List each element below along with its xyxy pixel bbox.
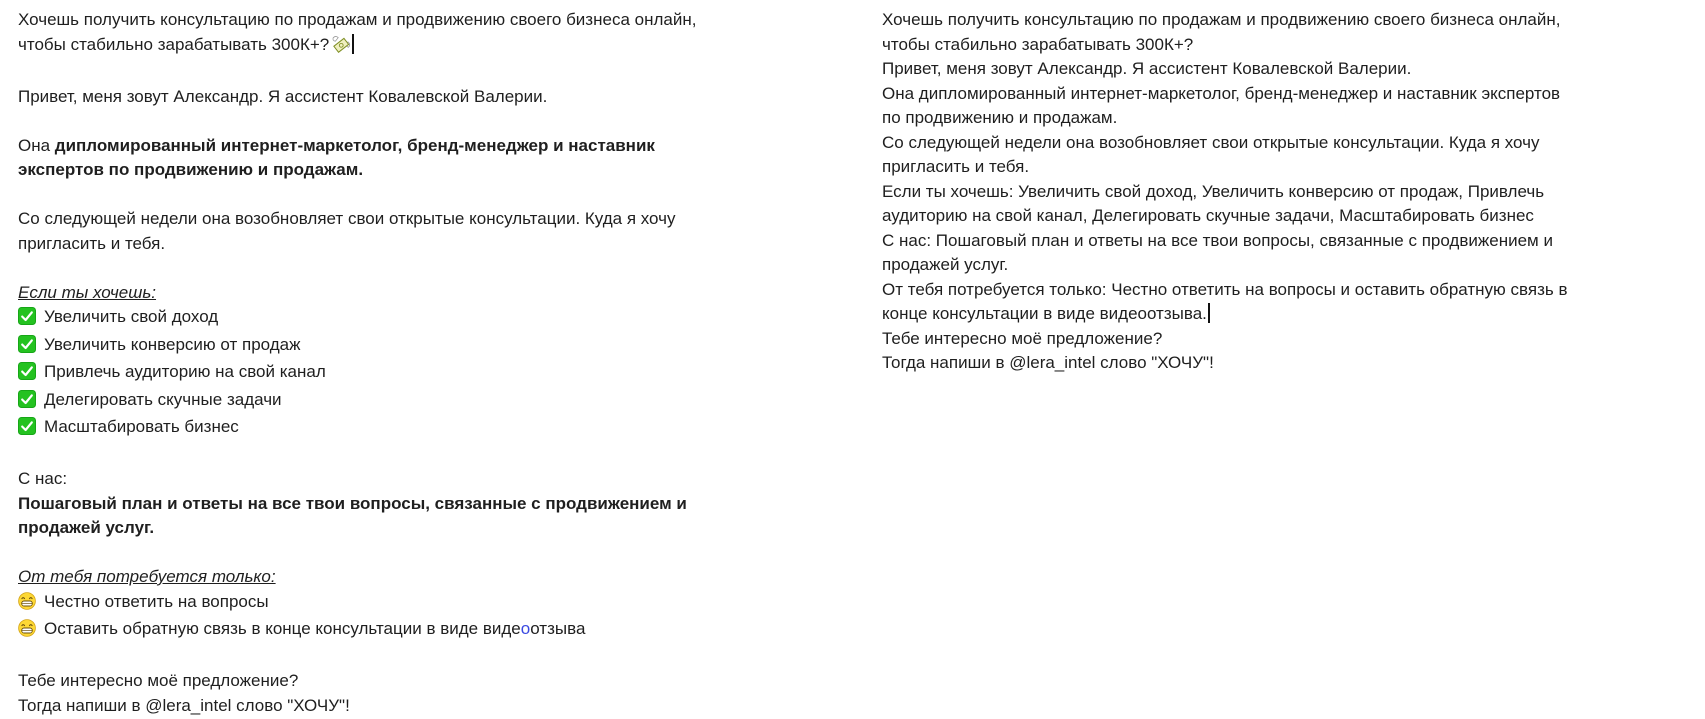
line-text: Если ты хочешь: Увеличить свой доход, Увеличить конверсию от продаж, Привлечь xyxy=(882,181,1545,201)
line-text: Тебе интересно моё предложение? xyxy=(882,328,1163,348)
check-icon xyxy=(18,390,36,416)
checklist-item[interactable] xyxy=(18,333,778,361)
schedule-text: пригласить и тебя. xyxy=(18,233,166,253)
line-text: Привет, меня зовут Александр. Я ассистент Ковалевской Валерии. xyxy=(882,59,1412,78)
checklist-item-text: Привлечь аудиторию на свой канал xyxy=(44,362,326,381)
checklist-item[interactable] xyxy=(18,360,778,388)
from-us-bold-run: Пошаговый план и ответы на все твои вопросы, связанные с продвижением и xyxy=(18,493,687,513)
line-text: Тогда напиши в @lera_intel слово "ХОЧУ"! xyxy=(882,353,1214,372)
line-text: аудиторию на свой канал, Делегировать скучные задачи, Масштабировать бизнес xyxy=(882,206,1534,225)
line-text: продажей услуг. xyxy=(882,255,1009,274)
intro-text: Хочешь получить консультацию по продажам и продвижению своего бизнеса онлайн, xyxy=(18,10,697,29)
line-text: пригласить и тебя. xyxy=(882,157,1030,176)
text-line[interactable] xyxy=(882,327,1672,352)
emoji-list-item[interactable] xyxy=(18,590,778,618)
text-line[interactable] xyxy=(882,180,1672,205)
wants-heading: Если ты хочешь: xyxy=(18,282,157,302)
text-caret xyxy=(1208,303,1210,323)
text-line[interactable] xyxy=(18,134,778,159)
checklist-item[interactable] xyxy=(18,305,778,333)
text-line[interactable] xyxy=(882,155,1672,180)
line-text: С нас: Пошаговый план и ответы на все твои вопросы, связанные с продвижением и xyxy=(882,230,1553,250)
checklist-item[interactable] xyxy=(18,388,778,416)
check-icon xyxy=(18,362,36,388)
text-line[interactable] xyxy=(18,207,778,232)
line-text: Она дипломированный интернет-маркетолог, бренд-менеджер и наставник экспертов xyxy=(882,83,1561,103)
text-line[interactable] xyxy=(882,8,1672,33)
text-line[interactable] xyxy=(18,565,778,590)
line-text: Хочешь получить консультацию по продажам и продвижению своего бизнеса онлайн, xyxy=(882,10,1561,29)
text-line[interactable] xyxy=(882,82,1672,107)
intro-text: чтобы стабильно зарабатывать 300К+? xyxy=(18,34,330,54)
line-text: конце консультации в виде видеоотзыва. xyxy=(882,304,1207,323)
text-line[interactable] xyxy=(882,131,1672,156)
checklist-item-text: Масштабировать бизнес xyxy=(44,417,239,436)
check-icon xyxy=(18,335,36,361)
from-us-label: С нас: xyxy=(18,469,68,488)
from-us-bold-run: продажей услуг. xyxy=(18,518,155,537)
text-line[interactable] xyxy=(882,351,1672,376)
text-line[interactable] xyxy=(18,492,778,517)
text-line[interactable] xyxy=(18,467,778,492)
emoji-item-text: отзыва xyxy=(530,619,586,638)
plain-message-column[interactable] xyxy=(882,8,1672,376)
text-line[interactable] xyxy=(18,669,778,694)
money-with-wings-icon xyxy=(331,35,351,61)
required-heading: От тебя потребуется только: xyxy=(18,567,276,586)
greeting-text: Привет, меня зовут Александр. Я ассистент Ковалевской Валерии. xyxy=(18,86,548,106)
text-line[interactable] xyxy=(882,302,1672,327)
text-line[interactable] xyxy=(882,229,1672,254)
check-icon xyxy=(18,307,36,333)
emoji-item-text: Оставить обратную связь в конце консультации в виде виде xyxy=(44,619,521,638)
grin-face-icon xyxy=(18,619,36,645)
text-line[interactable] xyxy=(18,85,778,110)
text-line[interactable] xyxy=(18,158,778,183)
text-line[interactable] xyxy=(18,8,778,33)
line-text: От тебя потребуется только: Честно ответить на вопросы и оставить обратную связь в xyxy=(882,279,1568,299)
text-caret xyxy=(352,34,354,54)
cta-text: Тогда напиши в @lera_intel слово "ХОЧУ"! xyxy=(18,695,350,715)
check-icon xyxy=(18,417,36,443)
text-line[interactable] xyxy=(882,278,1672,303)
text-line[interactable] xyxy=(882,204,1672,229)
emoji-list-item[interactable] xyxy=(18,617,778,645)
text-line[interactable] xyxy=(18,281,778,306)
checklist-item-text: Увеличить конверсию от продаж xyxy=(44,334,301,354)
text-line[interactable] xyxy=(882,106,1672,131)
text-line[interactable] xyxy=(882,57,1672,82)
formatted-message-column[interactable] xyxy=(18,8,778,718)
text-line[interactable] xyxy=(882,253,1672,278)
text-line[interactable] xyxy=(18,694,778,719)
suggested-letter: о xyxy=(520,619,531,638)
text-line[interactable] xyxy=(882,33,1672,58)
about-bold-run: дипломированный интернет-маркетолог, бренд-менеджер и наставник xyxy=(54,135,655,155)
question-text: Тебе интересно моё предложение? xyxy=(18,671,299,690)
line-text: Со следующей недели она возобновляет свои открытые консультации. Куда я хочу xyxy=(882,132,1540,152)
line-text: чтобы стабильно зарабатывать 300К+? xyxy=(882,34,1194,54)
grin-face-icon xyxy=(18,592,36,618)
emoji-item-text: Честно ответить на вопросы xyxy=(44,591,269,611)
about-prefix: Она xyxy=(18,135,55,155)
checklist-item-text: Делегировать скучные задачи xyxy=(44,389,282,409)
line-text: по продвижению и продажам. xyxy=(882,108,1118,127)
checklist-item-text: Увеличить свой доход xyxy=(44,307,219,326)
schedule-text: Со следующей недели она возобновляет свои открытые консультации. Куда я хочу xyxy=(18,209,676,228)
text-line[interactable] xyxy=(18,33,778,61)
about-bold-run: экспертов по продвижению и продажам. xyxy=(18,160,364,179)
text-line[interactable] xyxy=(18,516,778,541)
checklist-item[interactable] xyxy=(18,415,778,443)
text-line[interactable] xyxy=(18,232,778,257)
